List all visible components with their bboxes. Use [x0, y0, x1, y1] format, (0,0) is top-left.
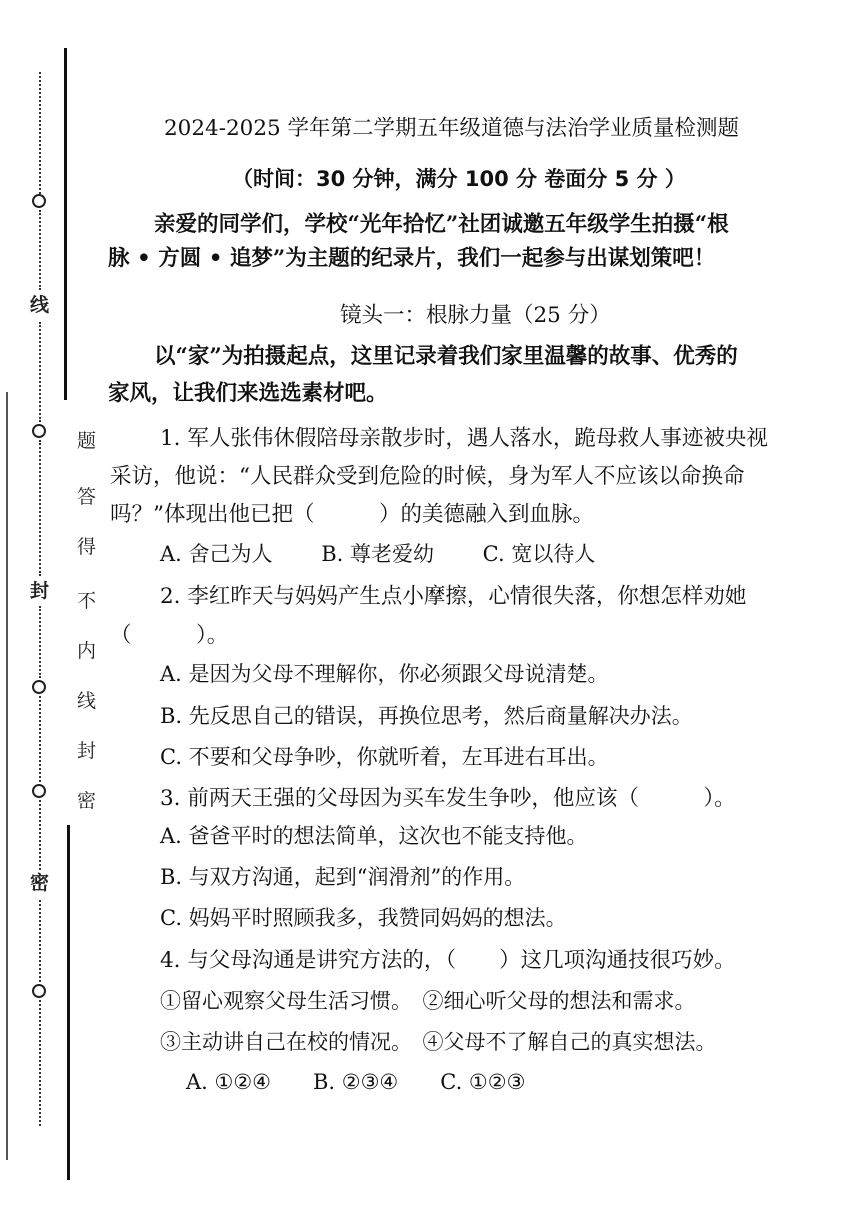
intro-line-1: 亲爱的同学们，学校“光年拾忆”社团诚邀五年级学生拍摄“根	[154, 212, 729, 237]
question-4-options: A. ①②④ B. ②③④ C. ①②③	[186, 1070, 526, 1094]
section-lead-1: 以“家”为拍摄起点，这里记录着我们家里温馨的故事、优秀的	[154, 344, 738, 369]
seal-char: 题	[77, 430, 97, 452]
exam-subtitle: （时间：30 分钟，满分 100 分 卷面分 5 分 ）	[232, 167, 686, 191]
seal-char: 得	[77, 536, 97, 558]
question-3-option-b: B. 与双方沟通，起到“润滑剂”的作用。	[160, 865, 526, 889]
question-1-line: 吗？”体现出他已把（ ）的美德融入到血脉。	[110, 502, 594, 527]
exam-title: 2024-2025 学年第二学期五年级道德与法治学业质量检测题	[164, 116, 740, 141]
question-1-line: 1. 军人张伟休假陪母亲散步时，遇人落水，跪母救人事迹被央视	[160, 426, 768, 451]
binding-label-xian: 线	[30, 294, 50, 316]
question-3-option-c: C. 妈妈平时照顾我多，我赞同妈妈的想法。	[160, 906, 567, 930]
question-4-line: 4. 与父母沟通是讲究方法的，（ ）这几项沟通技很巧妙。	[160, 948, 736, 973]
seal-char: 密	[77, 790, 97, 812]
question-1-options: A. 舍己为人 B. 尊老爱幼 C. 宽以待人	[160, 542, 596, 566]
seal-char: 答	[77, 486, 97, 508]
seal-char: 线	[77, 690, 97, 712]
question-3-line: 3. 前两天王强的父母因为买车发生争吵，他应该（ ）。	[160, 786, 736, 811]
question-2-line: 2. 李红昨天与妈妈产生点小摩擦，心情很失落，你想怎样劝她	[160, 584, 747, 609]
question-4-item-line: ③主动讲自己在校的情况。 ④父母不了解自己的真实想法。	[160, 1030, 717, 1054]
section-title: 镜头一：根脉力量（25 分）	[340, 303, 611, 328]
question-2-option-c: C. 不要和父母争吵，你就听着，左耳进右耳出。	[160, 745, 609, 769]
question-2-line: （ ）。	[110, 623, 229, 648]
question-2-option-b: B. 先反思自己的错误，再换位思考，然后商量解决办法。	[160, 704, 693, 728]
seal-char: 封	[77, 740, 97, 762]
question-3-option-a: A. 爸爸平时的想法简单，这次也不能支持他。	[160, 824, 588, 848]
section-lead-2: 家风，让我们来选选素材吧。	[108, 381, 388, 406]
binding-label-mi: 密	[30, 872, 50, 894]
question-4-item-line: ①留心观察父母生活习惯。 ②细心听父母的想法和需求。	[160, 989, 696, 1013]
binding-label-feng: 封	[30, 580, 50, 602]
question-2-option-a: A. 是因为父母不理解你，你必须跟父母说清楚。	[160, 662, 609, 686]
intro-line-2: 脉 • 方圆 • 追梦”为主题的纪录片，我们一起参与出谋划策吧！	[108, 246, 716, 271]
seal-char: 内	[77, 640, 97, 662]
seal-char: 不	[77, 590, 97, 612]
question-1-line: 采访，他说：“人民群众受到危险的时候，身为军人不应该以命换命	[110, 464, 745, 489]
